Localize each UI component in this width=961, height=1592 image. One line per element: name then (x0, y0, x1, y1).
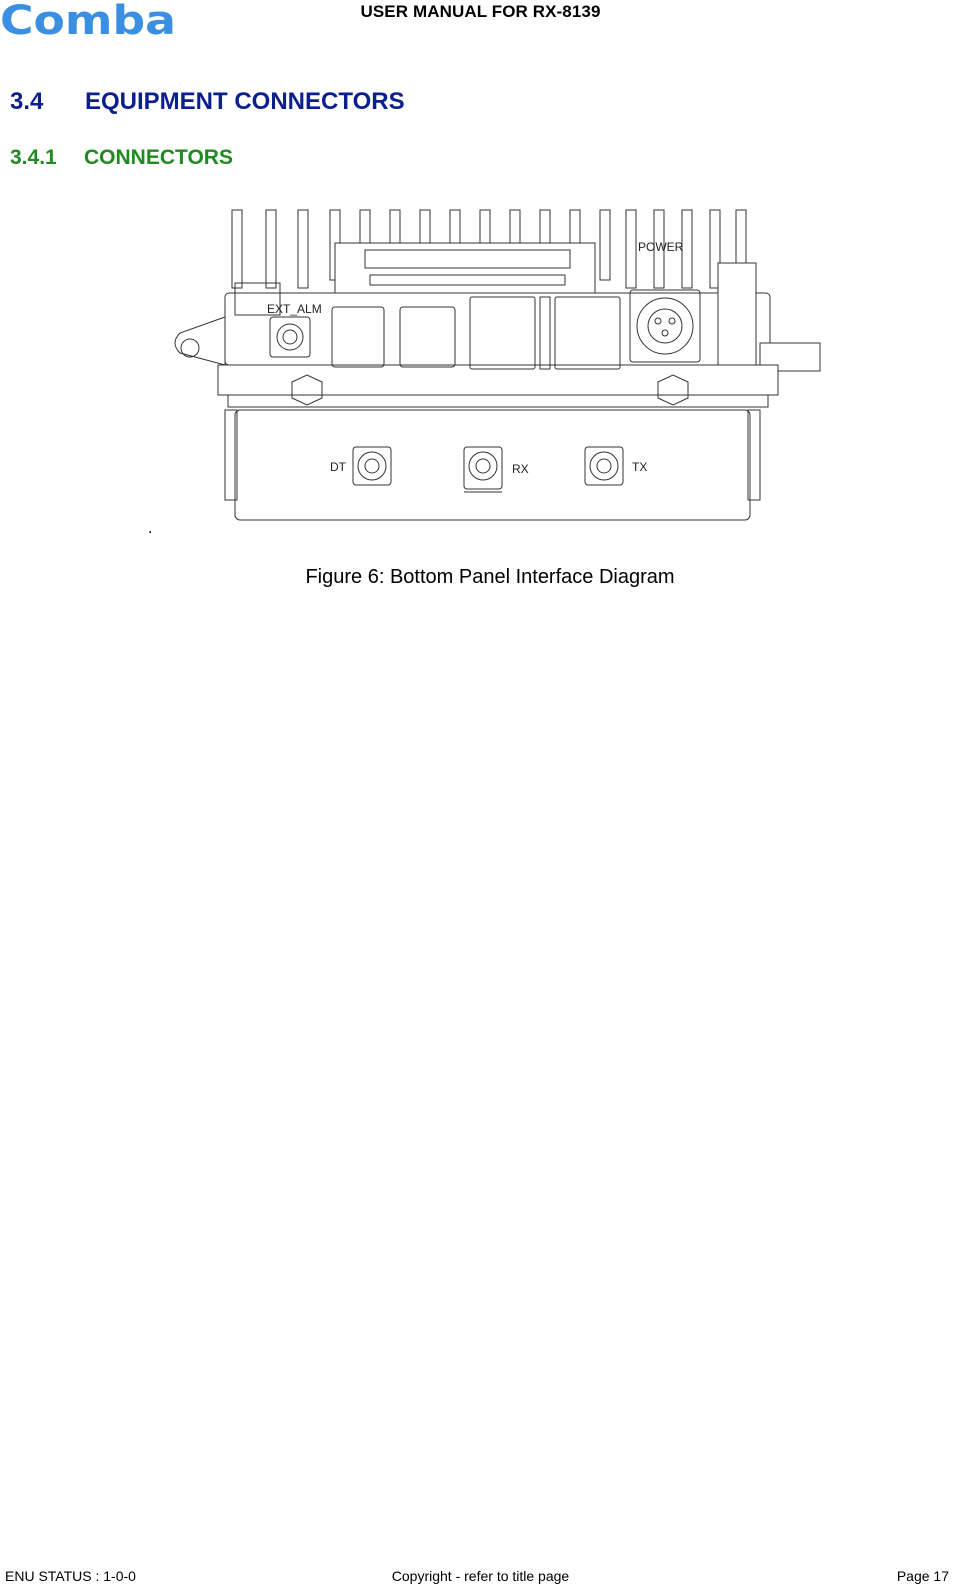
subsection-title: CONNECTORS (84, 146, 233, 169)
ext-alm-connector-label: EXT_ALM (267, 302, 322, 316)
tx-connector-label: TX (632, 460, 648, 474)
footer-copyright: Copyright - refer to title page (391, 1568, 570, 1584)
footer-status: ENU STATUS : 1-0-0 (5, 1568, 136, 1584)
section-heading (10, 88, 405, 116)
document-title: USER MANUAL FOR RX-8139 (360, 2, 601, 21)
logo-wordmark: Comba (0, 2, 176, 40)
section-number: 3.4 (10, 88, 44, 115)
figure-caption: Figure 6: Bottom Panel Interface Diagram (305, 566, 675, 588)
bottom-panel-diagram (170, 205, 825, 523)
subsection-heading (10, 146, 233, 170)
section-title: EQUIPMENT CONNECTORS (85, 88, 405, 115)
dt-connector-label: DT (330, 460, 346, 474)
power-connector-label: POWER (638, 240, 684, 254)
subsection-number: 3.4.1 (10, 146, 57, 169)
footer-page-number: Page 17 (896, 1568, 949, 1584)
stray-mark: . (148, 520, 153, 537)
rx-connector-label: RX (512, 462, 529, 476)
